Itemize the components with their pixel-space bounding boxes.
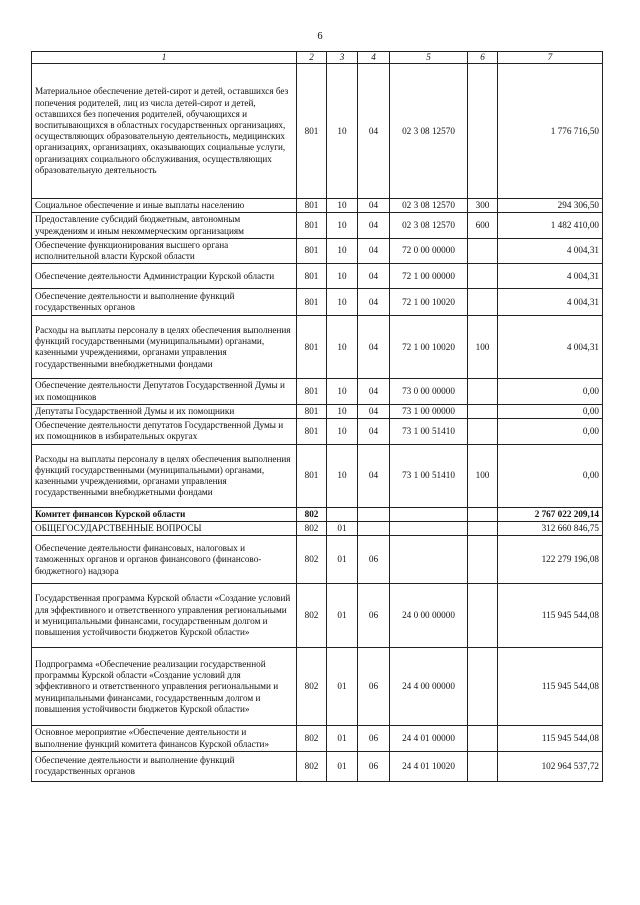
row-subsection-code: 04 <box>358 199 390 213</box>
row-name: Обеспечение деятельности и выполнение функций государственных органов <box>32 289 297 316</box>
row-amount: 122 279 196,08 <box>498 536 603 584</box>
row-section-code: 01 <box>327 726 358 751</box>
col-header-section: 3 <box>327 52 358 64</box>
row-target-item-code: 24 4 00 00000 <box>390 648 468 726</box>
row-target-item-code: 73 1 00 00000 <box>390 404 468 418</box>
row-section-code: 01 <box>327 522 358 536</box>
row-amount: 115 945 544,08 <box>498 648 603 726</box>
table-row <box>32 213 603 238</box>
row-ministry-code: 801 <box>297 404 327 418</box>
row-subsection-code: 06 <box>358 726 390 751</box>
row-target-item-code: 72 0 00 00000 <box>390 238 468 263</box>
table-row <box>32 444 603 507</box>
budget-table <box>31 51 603 782</box>
row-section-code: 01 <box>327 648 358 726</box>
row-ministry-code: 802 <box>297 648 327 726</box>
row-expense-type-code <box>468 289 498 316</box>
row-amount: 0,00 <box>498 379 603 404</box>
row-amount: 0,00 <box>498 404 603 418</box>
row-subsection-code: 04 <box>358 316 390 379</box>
row-name: Основное мероприятие «Обеспечение деятельности и выполнение функций комитета финансов Курской области» <box>32 726 297 751</box>
col-header-target-item: 5 <box>390 52 468 64</box>
row-section-code: 01 <box>327 536 358 584</box>
row-expense-type-code <box>468 751 498 781</box>
row-section-code: 10 <box>327 404 358 418</box>
table-row <box>32 648 603 726</box>
row-target-item-code: 24 4 01 00000 <box>390 726 468 751</box>
row-amount: 1 776 716,50 <box>498 64 603 199</box>
row-target-item-code: 73 0 00 00000 <box>390 379 468 404</box>
row-expense-type-code <box>468 418 498 444</box>
row-name: Комитет финансов Курской области <box>32 507 297 521</box>
row-subsection-code: 06 <box>358 648 390 726</box>
col-header-expense-type: 6 <box>468 52 498 64</box>
row-target-item-code: 02 3 08 12570 <box>390 64 468 199</box>
table-row <box>32 404 603 418</box>
row-ministry-code: 802 <box>297 726 327 751</box>
row-subsection-code <box>358 522 390 536</box>
row-expense-type-code: 100 <box>468 444 498 507</box>
table-row <box>32 536 603 584</box>
table-row <box>32 379 603 404</box>
row-section-code: 10 <box>327 289 358 316</box>
row-expense-type-code <box>468 522 498 536</box>
row-amount: 0,00 <box>498 418 603 444</box>
row-ministry-code: 801 <box>297 64 327 199</box>
row-ministry-code: 801 <box>297 238 327 263</box>
table-row <box>32 64 603 199</box>
row-target-item-code: 02 3 08 12570 <box>390 199 468 213</box>
table-row <box>32 264 603 289</box>
row-subsection-code: 06 <box>358 584 390 648</box>
row-section-code: 10 <box>327 379 358 404</box>
row-name: Обеспечение деятельности Депутатов Государственной Думы и их помощников <box>32 379 297 404</box>
row-name: Обеспечение деятельности финансовых, налоговых и таможенных органов и органов финансового (финансово-бюджетного) надзора <box>32 536 297 584</box>
row-amount: 1 482 410,00 <box>498 213 603 238</box>
row-name: Социальное обеспечение и иные выплаты населению <box>32 199 297 213</box>
row-amount: 115 945 544,08 <box>498 584 603 648</box>
row-ministry-code: 802 <box>297 507 327 521</box>
row-name: Государственная программа Курской области «Создание условий для эффективного и ответственного управления региональными и муниципальными финансами, государственным долгом и повышения устойчивости бюджетов Курской области» <box>32 584 297 648</box>
row-section-code: 10 <box>327 418 358 444</box>
row-subsection-code: 04 <box>358 238 390 263</box>
row-expense-type-code <box>468 64 498 199</box>
row-target-item-code: 24 0 00 00000 <box>390 584 468 648</box>
row-expense-type-code <box>468 264 498 289</box>
row-target-item-code <box>390 507 468 521</box>
col-header-amount: 7 <box>498 52 603 64</box>
row-ministry-code: 801 <box>297 199 327 213</box>
row-amount: 4 004,31 <box>498 316 603 379</box>
row-target-item-code: 73 1 00 51410 <box>390 444 468 507</box>
row-amount: 102 964 537,72 <box>498 751 603 781</box>
row-ministry-code: 801 <box>297 264 327 289</box>
row-ministry-code: 802 <box>297 522 327 536</box>
row-expense-type-code <box>468 726 498 751</box>
row-subsection-code: 04 <box>358 418 390 444</box>
table-row <box>32 199 603 213</box>
header-row <box>32 52 603 64</box>
row-subsection-code: 04 <box>358 379 390 404</box>
row-target-item-code: 72 1 00 10020 <box>390 289 468 316</box>
row-ministry-code: 801 <box>297 418 327 444</box>
row-name: Обеспечение деятельности депутатов Государственной Думы и их помощников в избирательных округах <box>32 418 297 444</box>
row-subsection-code: 04 <box>358 264 390 289</box>
row-section-code <box>327 507 358 521</box>
row-name: Обеспечение функционирования высшего органа исполнительной власти Курской области <box>32 238 297 263</box>
row-subsection-code: 04 <box>358 404 390 418</box>
table-row <box>32 584 603 648</box>
row-name: Депутаты Государственной Думы и их помощники <box>32 404 297 418</box>
row-expense-type-code: 600 <box>468 213 498 238</box>
row-subsection-code: 04 <box>358 213 390 238</box>
row-subsection-code: 04 <box>358 289 390 316</box>
row-target-item-code: 73 1 00 51410 <box>390 418 468 444</box>
row-expense-type-code <box>468 584 498 648</box>
col-header-ministry: 2 <box>297 52 327 64</box>
row-amount: 294 306,50 <box>498 199 603 213</box>
row-amount: 312 660 846,75 <box>498 522 603 536</box>
row-name: Материальное обеспечение детей-сирот и детей, оставшихся без попечения родителей, лиц из числа детей-сирот и детей, оставшихся без попечения родителей, обучающихся и воспитывающихся в областных государственных организациях, осуществляющих образовательную деятельность, медицинских организациях, организациях, оказывающих социальные услуги, организациях социального обслуживания, осуществляющих образовательную деятельность <box>32 64 297 199</box>
row-expense-type-code <box>468 404 498 418</box>
row-amount: 4 004,31 <box>498 289 603 316</box>
row-expense-type-code: 300 <box>468 199 498 213</box>
row-expense-type-code <box>468 379 498 404</box>
row-section-code: 10 <box>327 444 358 507</box>
row-ministry-code: 801 <box>297 316 327 379</box>
row-amount: 4 004,31 <box>498 238 603 263</box>
row-expense-type-code <box>468 536 498 584</box>
row-subsection-code <box>358 507 390 521</box>
col-header-name: 1 <box>32 52 297 64</box>
row-section-code: 10 <box>327 238 358 263</box>
row-ministry-code: 802 <box>297 536 327 584</box>
row-target-item-code: 24 4 01 10020 <box>390 751 468 781</box>
row-section-code: 10 <box>327 199 358 213</box>
row-subsection-code: 06 <box>358 751 390 781</box>
table-row <box>32 418 603 444</box>
row-subsection-code: 04 <box>358 64 390 199</box>
table-row <box>32 238 603 263</box>
row-ministry-code: 801 <box>297 213 327 238</box>
col-header-subsection: 4 <box>358 52 390 64</box>
row-section-code: 10 <box>327 64 358 199</box>
row-subsection-code: 04 <box>358 444 390 507</box>
row-amount: 115 945 544,08 <box>498 726 603 751</box>
row-expense-type-code <box>468 648 498 726</box>
row-section-code: 10 <box>327 264 358 289</box>
row-name: Обеспечение деятельности Администрации Курской области <box>32 264 297 289</box>
row-section-code: 10 <box>327 213 358 238</box>
row-expense-type-code <box>468 238 498 263</box>
row-section-code: 01 <box>327 751 358 781</box>
row-name: Предоставление субсидий бюджетным, автономным учреждениям и иным некоммерческим организациям <box>32 213 297 238</box>
table-row <box>32 726 603 751</box>
row-amount: 0,00 <box>498 444 603 507</box>
row-target-item-code <box>390 522 468 536</box>
row-target-item-code: 72 1 00 00000 <box>390 264 468 289</box>
row-amount: 2 767 022 209,14 <box>498 507 603 521</box>
row-ministry-code: 801 <box>297 289 327 316</box>
row-expense-type-code <box>468 507 498 521</box>
table-row <box>32 751 603 781</box>
row-target-item-code <box>390 536 468 584</box>
row-target-item-code: 02 3 08 12570 <box>390 213 468 238</box>
table-row <box>32 289 603 316</box>
row-name: Расходы на выплаты персоналу в целях обеспечения выполнения функций государственными (муниципальными) органами, казенными учреждениями, органами управления государственными внебюджетными фондами <box>32 316 297 379</box>
row-name: ОБЩЕГОСУДАРСТВЕННЫЕ ВОПРОСЫ <box>32 522 297 536</box>
row-name: Обеспечение деятельности и выполнение функций государственных органов <box>32 751 297 781</box>
row-subsection-code: 06 <box>358 536 390 584</box>
row-ministry-code: 802 <box>297 584 327 648</box>
table-row <box>32 522 603 536</box>
row-ministry-code: 802 <box>297 751 327 781</box>
row-name: Подпрограмма «Обеспечение реализации государственной программы Курской области «Создание условий для эффективного и ответственного управления региональными и муниципальными финансами, государственным долгом и повышения устойчивости бюджетов Курской области» <box>32 648 297 726</box>
table-row <box>32 507 603 521</box>
row-section-code: 01 <box>327 584 358 648</box>
table-row <box>32 316 603 379</box>
page-number: 6 <box>317 31 323 42</box>
row-ministry-code: 801 <box>297 444 327 507</box>
row-name: Расходы на выплаты персоналу в целях обеспечения выполнения функций государственными (муниципальными) органами, казенными учреждениями, органами управления государственными внебюджетными фондами <box>32 444 297 507</box>
row-section-code: 10 <box>327 316 358 379</box>
row-ministry-code: 801 <box>297 379 327 404</box>
row-target-item-code: 72 1 00 10020 <box>390 316 468 379</box>
row-amount: 4 004,31 <box>498 264 603 289</box>
row-expense-type-code: 100 <box>468 316 498 379</box>
